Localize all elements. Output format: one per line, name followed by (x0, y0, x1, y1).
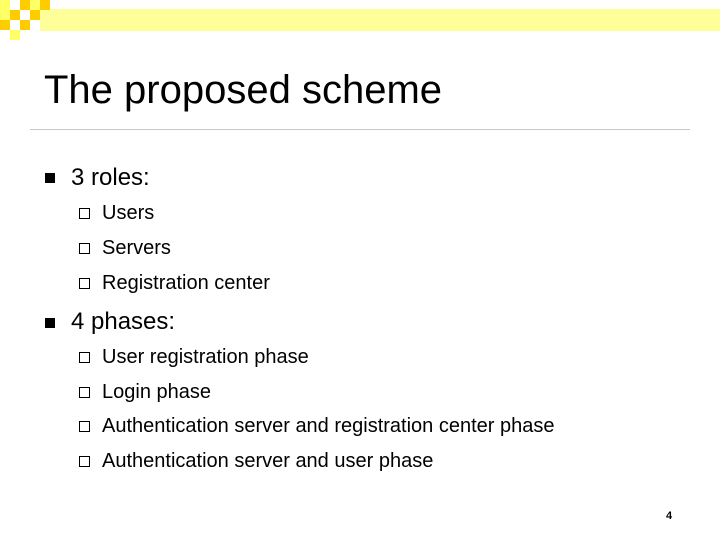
sub-bullet-login-phase: Login phase (102, 381, 211, 403)
hollow-square-bullet-icon (79, 352, 90, 363)
slide-title: The proposed scheme (44, 68, 443, 112)
sub-bullet-registration-center: Registration center (102, 272, 270, 294)
sub-bullet-user-registration-phase: User registration phase (102, 346, 309, 368)
bullet-phases: 4 phases: (71, 308, 176, 335)
hollow-square-bullet-icon (79, 278, 90, 289)
bullet-roles: 3 roles: (71, 164, 150, 191)
sub-bullet-servers: Servers (102, 237, 171, 259)
hollow-square-bullet-icon (79, 208, 90, 219)
sub-bullet-users: Users (102, 202, 155, 224)
hollow-square-bullet-icon (79, 456, 90, 467)
page-number: 4 (666, 510, 673, 522)
sub-bullet-auth-server-user-phase: Authentication server and user phase (102, 450, 434, 472)
square-bullet-icon (45, 173, 55, 183)
sub-bullet-auth-server-registration-center-phase: Authentication server and registration center phase (102, 415, 555, 437)
title-underline (30, 129, 690, 130)
square-bullet-icon (45, 318, 55, 328)
hollow-square-bullet-icon (79, 421, 90, 432)
hollow-square-bullet-icon (79, 243, 90, 254)
hollow-square-bullet-icon (79, 387, 90, 398)
top-decorative-band (40, 9, 720, 31)
